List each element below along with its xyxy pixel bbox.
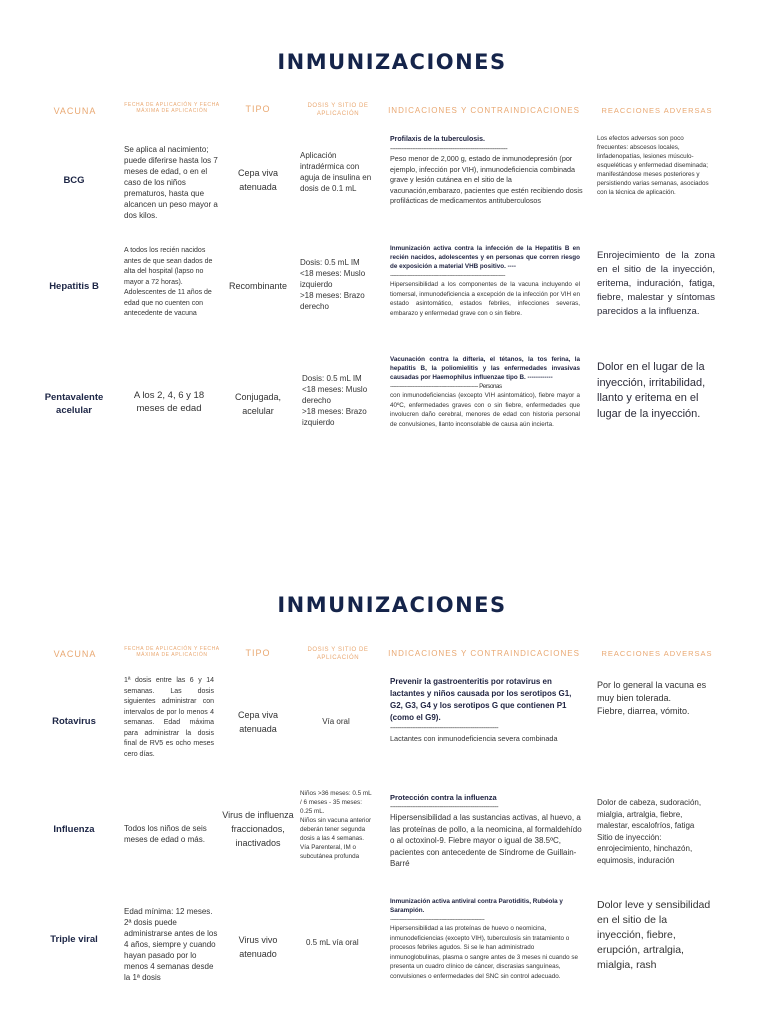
indication-text: Protección contra la influenza: [390, 793, 497, 802]
vaccine-name: Influenza: [53, 824, 95, 835]
application-date: Se aplica al nacimiento; puede diferirse hasta los 7 meses de edad, o en el caso de los niños prematuros, hasta que alcancen un peso mayor a dos kilos.: [124, 145, 218, 220]
dose-site: Dosis: 0.5 mL IM <18 meses: Muslo derecho >18 meses: Brazo izquierdo: [302, 374, 368, 427]
header-reacciones: REACCIONES ADVERSAS: [601, 649, 713, 658]
dose-site: Aplicación intradérmica con aguja de insulina en dosis de 0.1 mL: [300, 151, 372, 193]
page-title: INMUNIZACIONES: [277, 593, 507, 617]
vaccine-type: Virus de influenza fraccionados, inactivados: [222, 810, 294, 848]
header-indicaciones: INDICACIONES Y CONTRAINDICACIONES: [388, 106, 580, 115]
indication-text: Prevenir la gastroenteritis por rotavirus en lactantes y niños causada por los serotipos G1, G2, G3, G4 y los serotipos G que contienen P1 (como el G9).: [390, 677, 572, 722]
vaccine-type: Cepa viva atenuada: [237, 710, 279, 734]
vaccine-name: Hepatitis B: [49, 281, 99, 292]
vaccine-name: Rotavirus: [52, 716, 96, 727]
contraindication-text: Hipersensibilidad a las sustancias activas, al huevo, a las proteínas de pollo, a la neomicina, al formaldehído o al octoxinol-9. Fiebre mayor o igual de 38.5ºC, pacientes con antecedente de Síndrome de Guillain-Barré: [390, 813, 582, 868]
dose-site: Dosis: 0.5 mL IM <18 meses: Muslo izquierdo >18 meses: Brazo derecho: [300, 258, 366, 311]
indication-text: Inmunización activa antiviral contra Parotiditis, Rubéola y Sarampión.: [390, 898, 563, 914]
adverse-reactions: Enrojecimiento de la zona en el sitio de la inyección, eritema, induración, fatiga, fiebre, malestar y síntomas parecidos a la influenza.: [597, 250, 715, 317]
indication-text: Vacunación contra la difteria, el tétanos, la tos ferina, la hepatitis B, la poliomielitis y las enfermedades invasivas causadas por Haemophilus influenzae tipo B. ------------: [390, 356, 580, 381]
contraindication-text: Lactantes con inmunodeficiencia severa combinada: [390, 733, 558, 743]
dose-site: Vía oral: [322, 717, 350, 726]
indication-text: Inmunización activa contra la infección de la Hepatitis B en recién nacidos, adolescentes y en personas que corren riesgo de exposición a material VHB positivo. ----: [390, 245, 580, 270]
header-fecha: FECHA DE APLICACIÓN Y FECHA MÁXIMA DE APLICACIÓN: [124, 102, 220, 114]
indication-text: Profilaxis de la tuberculosis.: [390, 136, 485, 143]
header-vacuna: VACUNA: [53, 649, 97, 659]
dose-site: Niños >36 meses: 0.5 mL / 6 meses - 35 meses: 0.25 mL. Niños sin vacuna anterior deberán tener segunda dosis a las 4 semanas. Vía Parenteral, IM o subcutánea profunda: [300, 790, 372, 860]
divider: ------------------------------------------------------------------------: [390, 272, 505, 279]
header-dosis: DOSIS Y SITIO DE APLICACIÓN: [307, 103, 369, 117]
application-date: A los 2, 4, 6 y 18 meses de edad: [133, 390, 205, 414]
vaccine-type: Virus vivo atenuado: [238, 935, 278, 959]
divider: -----------------------------------------------------------: [390, 803, 499, 811]
dose-site: 0.5 mL vía oral: [306, 938, 359, 947]
adverse-reactions: Dolor de cabeza, sudoración, mialgia, artralgia, fiebre, malestar, escalofríos, fatiga Sitio de inyección: enrojecimiento, hinchazón, equimosis, induración: [597, 798, 702, 865]
header-tipo: TIPO: [245, 648, 271, 658]
header-indicaciones: INDICACIONES Y CONTRAINDICACIONES: [388, 649, 580, 658]
vaccine-name: Pentavalente acelular: [44, 392, 104, 416]
contraindication-text: Hipersensibilidad a los componentes de la vacuna incluyendo el tiomersal, inmunodeficiencia a excepción de la infección por VIH en estado asintomático, estados febriles, infecciones severas, embarazo y enfermedad grave con o sin fiebre.: [390, 281, 580, 317]
adverse-reactions: Por lo general la vacuna es muy bien tolerada. Fiebre, diarrea, vómito.: [597, 680, 707, 716]
header-vacuna: VACUNA: [53, 106, 97, 116]
application-date: Todos los niños de seis meses de edad o más.: [124, 824, 207, 844]
header-reacciones: REACCIONES ADVERSAS: [601, 106, 713, 115]
indications: [390, 676, 586, 743]
application-date: A todos los recién nacidos antes de que sean dados de alta del hospital (lapso no mayor a 72 horas). Adolescentes de 11 años de edad que no cuenten con antecedente de vacuna: [124, 247, 213, 317]
divider: -----------------------------------------------------------: [390, 725, 499, 732]
indications: [390, 793, 586, 870]
application-date: Edad mínima: 12 meses. 2ª dosis puede administrarse antes de los 4 años, siempre y cuando hayan pasado por lo menos 4 semanas desde la 1ª dosis: [124, 907, 218, 982]
contraindication-text: con inmunodeficiencias (excepto VIH asintomático), fiebre mayor a 40ºC, enfermedades graves con o sin fiebre, enfermedades que involucren daño cerebral, menores de edad con historia personal de convulsiones, llanto inconsolable de causa aún incierta.: [390, 392, 580, 428]
vaccine-type: Conjugada, acelular: [234, 392, 282, 416]
adverse-reactions: Los efectos adversos son poco frecuentes: abscesos locales, linfadenopatías, lesiones músculo-esqueléticas y enfermedad diseminada; manifestándose meses posteriores y persistiendo varias semanas, asociados con la técnica de aplicación.: [597, 135, 709, 196]
header-fecha: FECHA DE APLICACIÓN Y FECHA MÁXIMA DE APLICACIÓN: [124, 646, 220, 658]
vaccine-type: Cepa viva atenuada: [237, 168, 279, 192]
page-title: INMUNIZACIONES: [277, 50, 507, 74]
application-date: 1ª dosis entre las 6 y 14 semanas. Las dosis siguientes administrar con intervalos de por lo menos 4 semanas. Edad máxima para administrar la dosis final de RV5 es ocho meses cero días.: [124, 677, 214, 758]
adverse-reactions: Dolor leve y sensibilidad en el sitio de la inyección, fiebre, erupción, artralgia, mialgia, rash: [597, 899, 711, 971]
adverse-reactions: Dolor en el lugar de la inyección, irritabilidad, llanto y eritema en el lugar de la inyección.: [597, 361, 706, 420]
vaccine-type: Recombinante: [228, 281, 288, 291]
divider: -----------------------------------------------------------: [390, 916, 485, 923]
divider: ----------------------------------------------------------------: [390, 145, 508, 153]
divider: ------------------------------------------------------- Personas: [390, 383, 502, 390]
indications: [390, 897, 586, 981]
contraindication-text: Peso menor de 2,000 g, estado de inmunodepresión (por ejemplo, infección por VIH), inmunodeficiencia combinada grave y lesión cutánea en el sitio de la vacunación,embarazo, pacientes que estén recibiendo dosis profilácticas de medicamentos antituberculosos: [390, 154, 583, 205]
header-dosis: DOSIS Y SITIO DE APLICACIÓN: [307, 647, 369, 661]
vaccine-name: Triple viral: [50, 934, 98, 945]
contraindication-text: Hipersensibilidad a las proteínas de huevo o neomicina, inmunodeficiencias (excepto VIH), tuberculosis sin tratamiento o procesos febriles agudos. Si se le han administrado inmunoglobulinas, plasma o sangre antes de 3 meses ni cuando se presenta un cuadro clínico de cáncer, discrasias sanguíneas, convulsiones o enfermedades del SNC sin control adecuado.: [390, 925, 578, 980]
vaccine-name: BCG: [63, 175, 85, 186]
header-tipo: TIPO: [245, 104, 271, 114]
